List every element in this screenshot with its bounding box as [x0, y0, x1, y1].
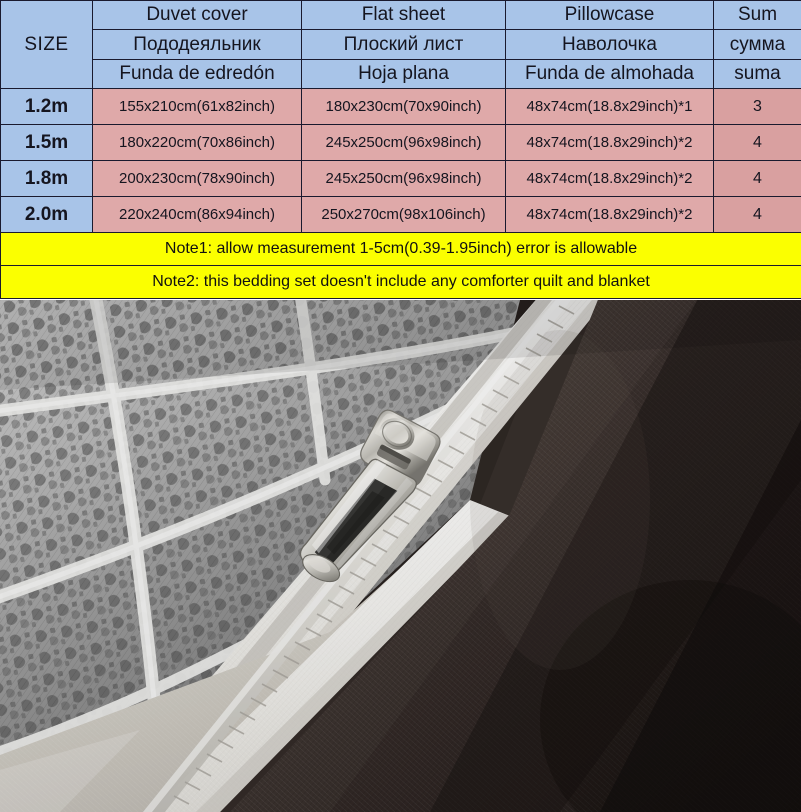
row-pillow-value: 48x74cm(18.8x29inch)*1 — [506, 89, 714, 125]
table-row — [1, 125, 801, 161]
header-pillow-es: Funda de almohada — [506, 60, 714, 89]
photo-illustration — [0, 300, 801, 812]
table-header-row-english — [1, 1, 801, 30]
row-sum-value: 3 — [714, 89, 801, 125]
note-text-2: Note2: this bedding set doesn't include any comforter quilt and blanket — [1, 266, 801, 299]
header-sum-ru: сумма — [714, 30, 801, 60]
row-size-label: 1.2m — [1, 89, 93, 125]
header-flat-es: Hoja plana — [302, 60, 506, 89]
row-size-label: 2.0m — [1, 197, 93, 233]
row-duvet-value: 180x220cm(70x86inch) — [93, 125, 302, 161]
row-pillow-value: 48x74cm(18.8x29inch)*2 — [506, 197, 714, 233]
header-sum-es: suma — [714, 60, 801, 89]
note-row-1 — [1, 233, 801, 266]
header-duvet-es: Funda de edredón — [93, 60, 302, 89]
row-flat-value: 250x270cm(98x106inch) — [302, 197, 506, 233]
table-header-row-spanish — [1, 60, 801, 89]
table-header-row-russian — [1, 30, 801, 60]
product-photo-zipper-closeup — [0, 300, 801, 812]
note-text-1: Note1: allow measurement 1-5cm(0.39-1.95inch) error is allowable — [1, 233, 801, 266]
table-row — [1, 89, 801, 125]
row-sum-value: 4 — [714, 161, 801, 197]
header-pillow-ru: Наволочка — [506, 30, 714, 60]
row-flat-value: 180x230cm(70x90inch) — [302, 89, 506, 125]
row-pillow-value: 48x74cm(18.8x29inch)*2 — [506, 125, 714, 161]
header-pillow-en: Pillowcase — [506, 1, 714, 30]
header-flat-ru: Плоский лист — [302, 30, 506, 60]
row-size-label: 1.8m — [1, 161, 93, 197]
header-flat-en: Flat sheet — [302, 1, 506, 30]
header-sum-en: Sum — [714, 1, 801, 30]
table-row — [1, 161, 801, 197]
row-size-label: 1.5m — [1, 125, 93, 161]
row-flat-value: 245x250cm(96x98inch) — [302, 125, 506, 161]
row-flat-value: 245x250cm(96x98inch) — [302, 161, 506, 197]
row-duvet-value: 155x210cm(61x82inch) — [93, 89, 302, 125]
header-duvet-en: Duvet cover — [93, 1, 302, 30]
row-duvet-value: 200x230cm(78x90inch) — [93, 161, 302, 197]
size-header-cell: SIZE — [1, 1, 93, 89]
row-sum-value: 4 — [714, 125, 801, 161]
row-sum-value: 4 — [714, 197, 801, 233]
row-duvet-value: 220x240cm(86x94inch) — [93, 197, 302, 233]
table-row — [1, 197, 801, 233]
note-row-2 — [1, 266, 801, 299]
row-pillow-value: 48x74cm(18.8x29inch)*2 — [506, 161, 714, 197]
header-duvet-ru: Пододеяльник — [93, 30, 302, 60]
size-chart-table — [0, 0, 801, 299]
